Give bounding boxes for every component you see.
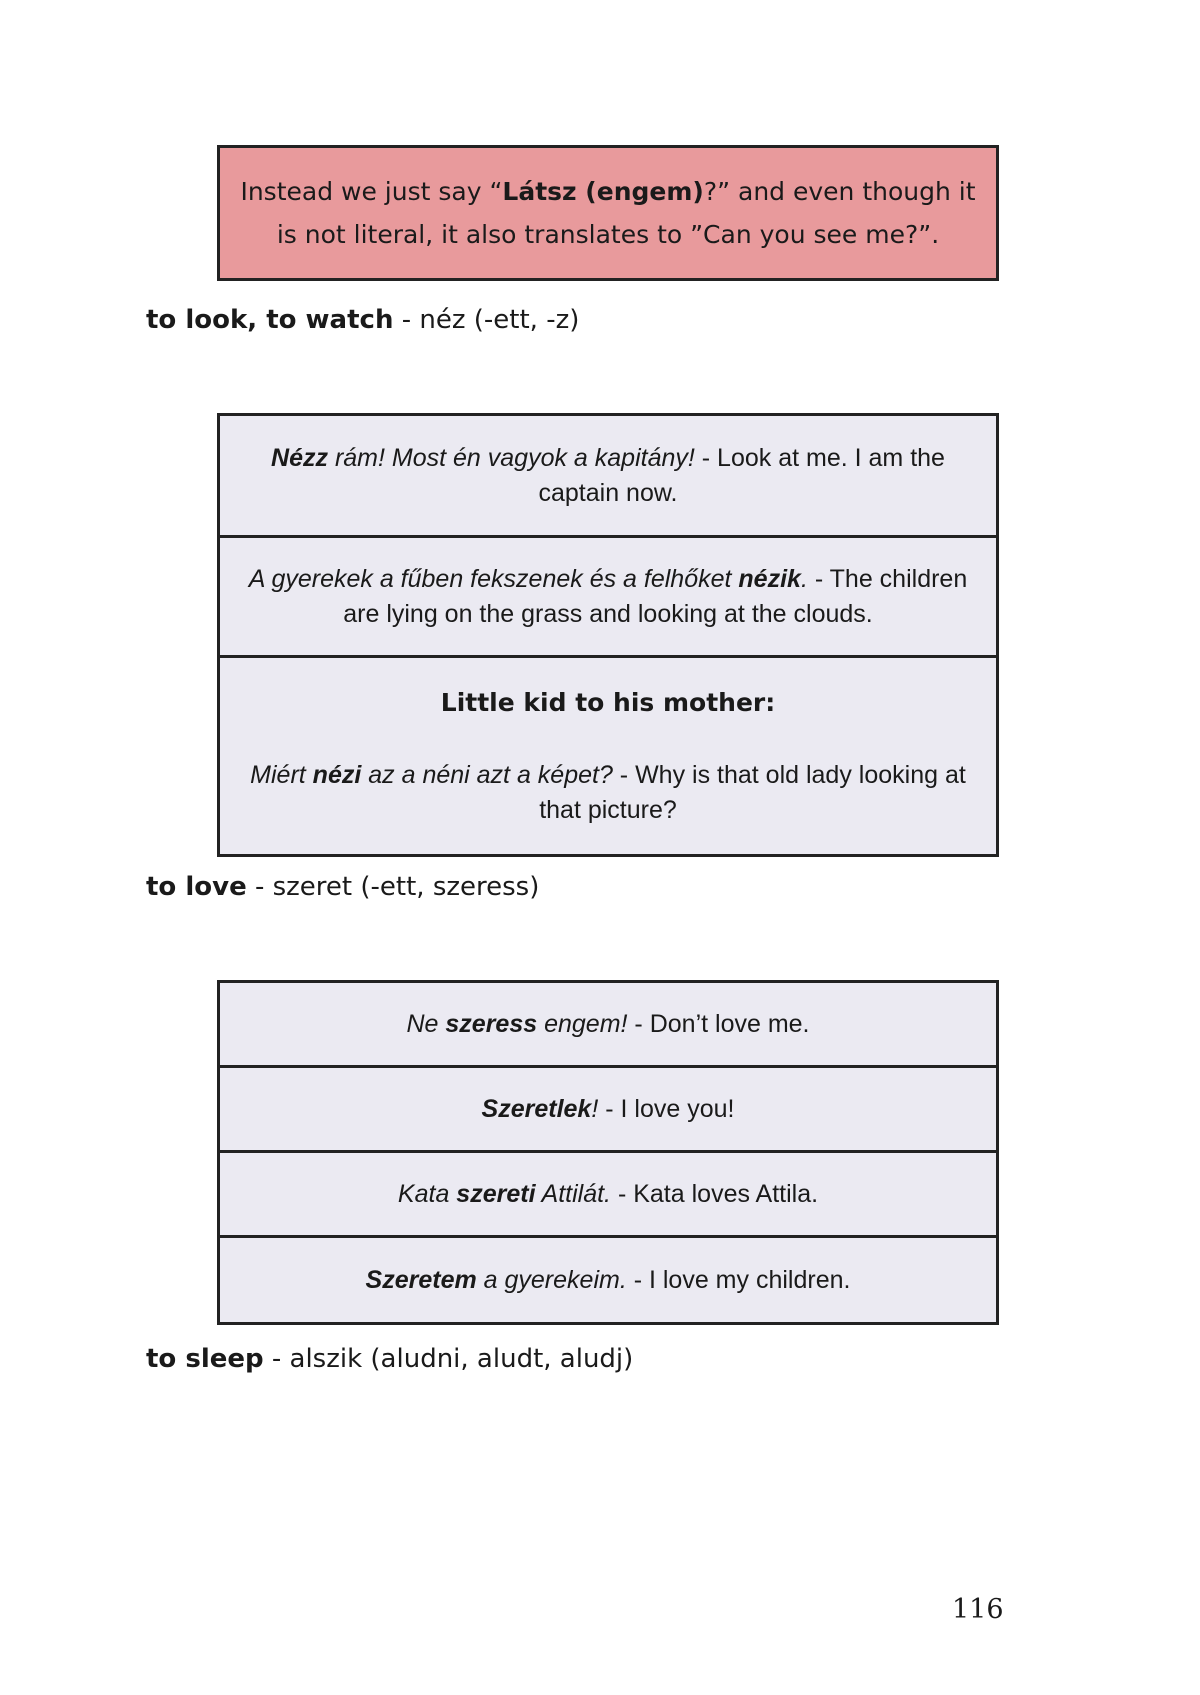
heading-conjugation: - néz (-ett, -z) [393,305,580,335]
example-translation: - I love you! [598,1094,735,1123]
example-bold: szereti [456,1179,536,1208]
example-translation: - Why is that old lady looking at that picture? [539,760,966,824]
example-row [220,658,996,854]
look-examples-table [217,413,999,857]
heading-to-sleep [146,1344,633,1374]
example-italic: Kata [397,1179,457,1208]
heading-conjugation: - alszik (aludni, aludt, aludj) [263,1344,634,1374]
example-italic: engem! [537,1009,628,1038]
example-italic: ! [591,1094,599,1123]
example-text [482,1092,735,1127]
heading-to-love [146,872,539,902]
example-bold: Szeretem [365,1265,477,1294]
example-text [246,562,970,632]
love-examples-table [217,980,999,1325]
example-bold: nézi [312,760,362,789]
example-translation: - Look at me. I am the captain now. [538,443,945,507]
example-row [220,983,996,1068]
heading-term: to sleep [146,1344,264,1374]
example-italic: az a néni azt a képet? [361,760,613,789]
example-bold: szeress [445,1009,538,1038]
example-italic: Miért [250,760,313,789]
note-text-end: ?” and even though it is not literal, it also translates to ”Can you see me?”. [276,177,976,249]
note-bold-phrase: Látsz (engem) [502,177,704,206]
page-number: 116 [952,1594,1004,1625]
note-box [217,145,999,281]
example-translation: - Don’t love me. [627,1009,810,1038]
example-text [246,758,970,828]
example-translation: - The children are lying on the grass and looking at the clouds. [343,564,968,628]
example-translation: - I love my children. [626,1265,851,1294]
example-text [406,1007,809,1042]
heading-conjugation: - szeret (-ett, szeress) [246,872,540,902]
example-italic: rám! Most én vagyok a kapitány! [328,443,695,472]
example-italic: A gyerekek a fűben fekszenek és a felhőket [248,564,739,593]
heading-term: to look, to watch [146,305,394,335]
example-row [220,416,996,538]
note-text [240,170,976,256]
heading-term: to love [146,872,247,902]
example-row [220,538,996,658]
example-bold: Szeretlek [481,1094,592,1123]
example-italic: a gyerekeim. [476,1265,627,1294]
example-translation: - Kata loves Attila. [611,1179,819,1208]
example-text [398,1177,818,1212]
example-italic: Attilát. [535,1179,612,1208]
example-text [366,1263,851,1298]
heading-to-look [146,305,579,335]
example-row [220,1238,996,1322]
example-italic: Ne [406,1009,446,1038]
example-bold: Nézz [271,443,328,472]
example-bold: nézik [738,564,801,593]
example-heading: Little kid to his mother: [440,687,776,717]
example-row [220,1153,996,1238]
example-row [220,1068,996,1153]
note-text-start: Instead we just say “ [240,177,503,206]
example-italic: . [800,564,808,593]
example-text [246,441,970,511]
